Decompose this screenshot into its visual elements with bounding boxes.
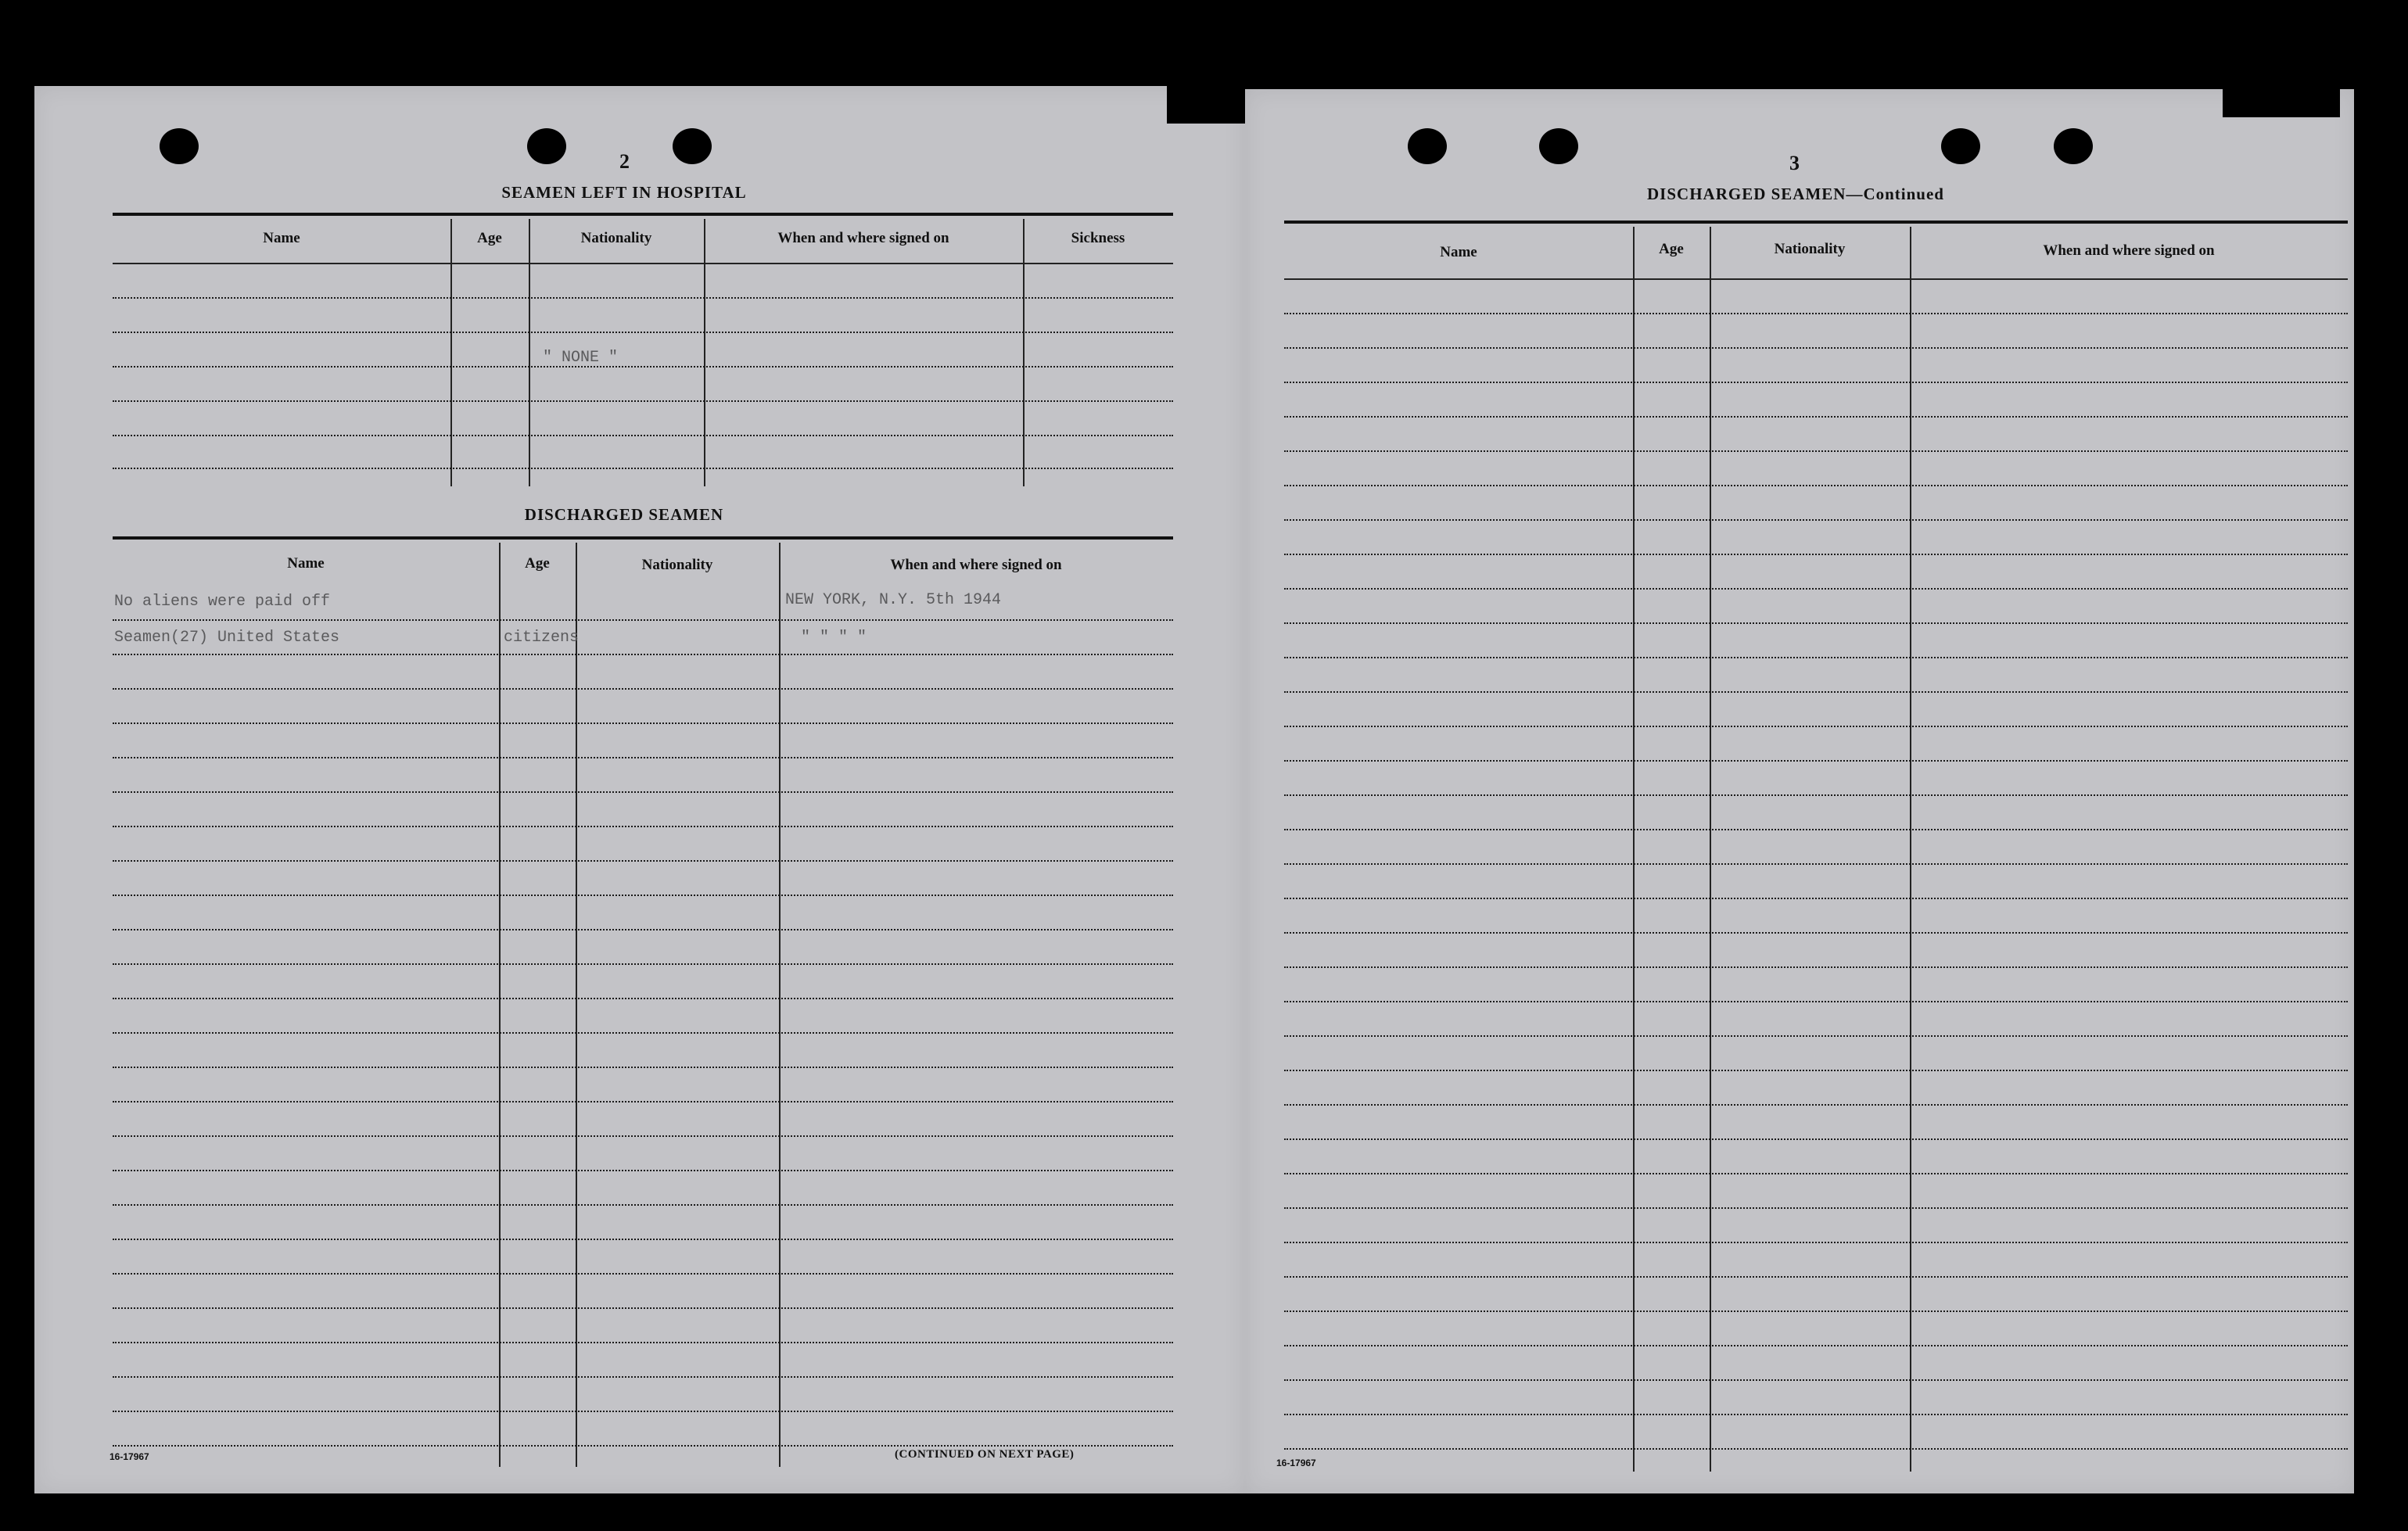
row-nationality: citizens: [504, 629, 580, 647]
form-number: 16-17967: [109, 1451, 149, 1462]
col-header-signed-on: When and where signed on: [777, 230, 949, 246]
row-signed-on: " " " ": [801, 629, 867, 647]
col-header-age: Age: [525, 555, 550, 572]
col-header-nationality: Nationality: [1774, 241, 1846, 257]
col-header-name: Name: [287, 555, 325, 572]
punch-hole: [527, 128, 566, 164]
col-header-nationality: Nationality: [580, 230, 652, 246]
discharged-section-title: DISCHARGED SEAMEN: [524, 505, 724, 524]
discharged-table: [113, 536, 1173, 1467]
row-name: Seamen(27) United States: [114, 629, 340, 647]
right-page: [1245, 89, 2354, 1493]
left-page: [34, 86, 1245, 1493]
hospital-entry-none: " NONE ": [543, 349, 619, 367]
punch-hole: [1408, 128, 1447, 164]
col-header-signed-on: When and where signed on: [2043, 242, 2215, 259]
form-number: 16-17967: [1276, 1457, 1316, 1468]
page-number: 3: [1789, 152, 1800, 174]
col-header-signed-on: When and where signed on: [890, 557, 1062, 573]
hospital-table: [113, 213, 1173, 486]
col-header-nationality: Nationality: [641, 557, 713, 573]
page-number: 2: [619, 150, 630, 173]
row-name: No aliens were paid off: [114, 593, 331, 611]
punch-hole: [1539, 128, 1578, 164]
col-header-age: Age: [477, 230, 502, 246]
col-header-sickness: Sickness: [1071, 230, 1125, 246]
continued-note: (CONTINUED ON NEXT PAGE): [895, 1448, 1075, 1461]
punch-hole: [2054, 128, 2093, 164]
discharged-continued-table: [1284, 221, 2348, 1472]
col-header-name: Name: [263, 230, 300, 246]
punch-hole: [160, 128, 199, 164]
row-signed-on: NEW YORK, N.Y. 5th 1944: [785, 591, 1002, 609]
col-header-age: Age: [1659, 241, 1684, 257]
punch-hole: [673, 128, 712, 164]
col-header-name: Name: [1440, 244, 1477, 260]
discharged-continued-title: DISCHARGED SEAMEN—Continued: [1647, 185, 1944, 203]
hospital-section-title: SEAMEN LEFT IN HOSPITAL: [501, 183, 747, 202]
punch-hole: [1941, 128, 1980, 164]
